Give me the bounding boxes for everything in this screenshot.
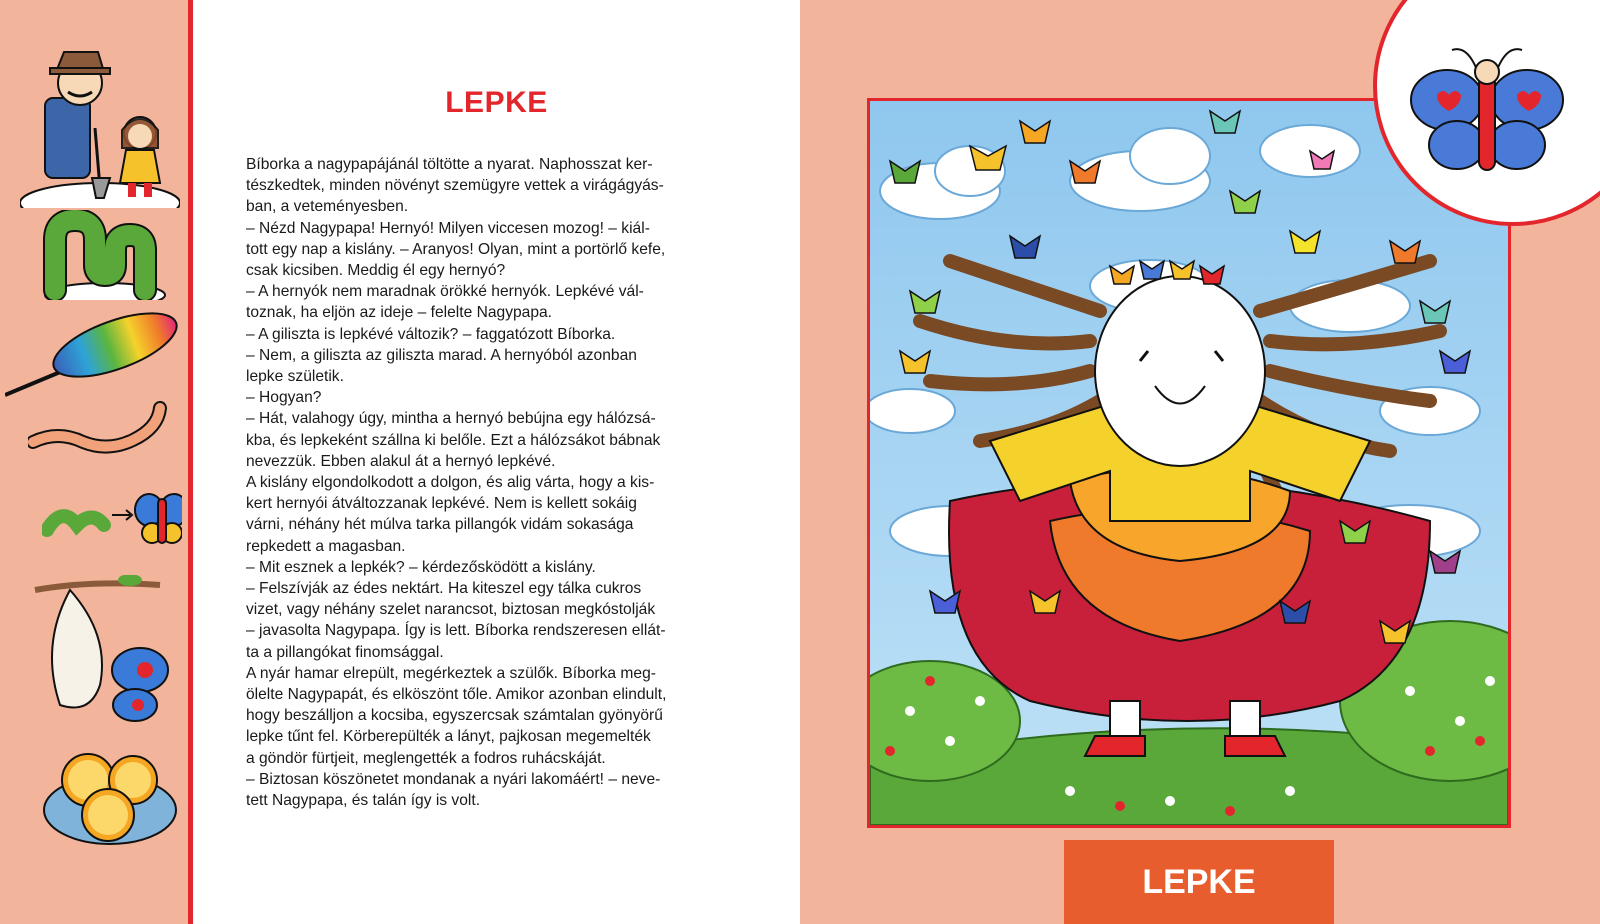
story-line: tészkedtek, minden növényt szemügyre vettek a virágágyás- [246, 177, 664, 195]
story-line: A nyár hamar elrepült, megérkeztek a szülők. Bíborka meg- [246, 664, 656, 682]
story-line: – A hernyók nem maradnak örökké hernyók. Lepkévé vál- [246, 283, 644, 301]
story-line: tott egy nap a kislány. – Aranyos! Olyan, mint a portörlő kefe, [246, 240, 666, 258]
story-line: – Nézd Nagypapa! Hernyó! Milyen viccesen mozog! – kiál- [246, 219, 650, 237]
caterpillar-icon [40, 210, 170, 300]
story-line: ölelte Nagypapát, és elköszönt tőle. Amikor azonban elindult, [246, 686, 667, 704]
page-label-text: LEPKE [1142, 862, 1256, 901]
story-line: repkedett a magasban. [246, 537, 406, 555]
story-line: csak kicsiben. Meddig él egy hernyó? [246, 262, 506, 280]
grandpa-and-girl-icon [20, 38, 180, 208]
left-icon-strip [0, 0, 188, 924]
story-line: lepke tűnt fel. Körberepülték a lányt, pajkosan megemelték [246, 728, 651, 746]
story-line: ban, a veteményesben. [246, 198, 409, 216]
story-line: – Mit esznek a lepkék? – kérdezősködött a kislány. [246, 558, 596, 576]
story-line: – Nem, a giliszta az giliszta marad. A hernyóból azonban [246, 346, 637, 364]
story-line: Bíborka a nagypapájánál töltötte a nyarat. Naphosszat ker- [246, 156, 653, 173]
story-line: kert hernyói átváltozzanak lepkévé. Nem is kellett sokáig [246, 495, 637, 513]
story-line: toznak, ha eljön az ideje – felelte Nagypapa. [246, 304, 553, 322]
butterfly-icon [1407, 40, 1567, 180]
story-line: A kislány elgondolkodott a dolgon, és alig várta, hogy a kis- [246, 474, 655, 492]
worm-icon [28, 400, 178, 460]
page-label [1064, 840, 1334, 924]
story-line: – Felszívják az édes nektárt. Ha kiteszel egy tálka cukros [246, 580, 642, 598]
illustration-art [870, 101, 1508, 825]
story-line: – javasolta Nagypapa. Így is lett. Bíborka rendszeresen ellát- [246, 622, 666, 640]
girl-with-butterflies-illustration [867, 98, 1511, 828]
story-line: – Hát, valahogy úgy, mintha a hernyó bebújna egy hálózsá- [246, 410, 656, 428]
cocoon-icon [30, 575, 180, 725]
story-page [193, 0, 800, 924]
story-line: a göndör fürtjeit, meglengették a fodros ruhácskáját. [246, 749, 606, 767]
story-line: – A giliszta is lepkévé változik? – faggatózott Bíborka. [246, 325, 616, 343]
story-line: várni, néhány hét múlva tarka pillangók vidám sokasága [246, 516, 634, 534]
story-line: tett Nagypapa, és talán így is volt. [246, 792, 481, 810]
story-line: kba, és lepkeként szállna ki belőle. Ezt a hálózsákot bábnak [246, 431, 661, 449]
story-line: ta a pillangókat finomsággal. [246, 643, 444, 661]
caterpillar-to-butterfly-icon [42, 485, 182, 550]
story-line: hogy beszálljon a kocsiba, egyszercsak számtalan gyönyörű [246, 707, 663, 725]
story-line: – Biztosan köszönetet mondanak a nyári lakomáért! – neve- [246, 770, 661, 788]
story-line: vizet, vagy néhány szelet narancsot, biztosan megkóstolják [246, 601, 656, 619]
duster-icon [5, 300, 185, 400]
story-line: nevezzük. Ebben alakul át a hernyó lepkévé. [246, 452, 556, 470]
story-text [246, 154, 736, 811]
story-line: – Hogyan? [246, 389, 322, 407]
story-line: lepke születik. [246, 368, 344, 386]
story-title: LEPKE [445, 86, 548, 119]
orange-slices-icon [38, 735, 183, 850]
